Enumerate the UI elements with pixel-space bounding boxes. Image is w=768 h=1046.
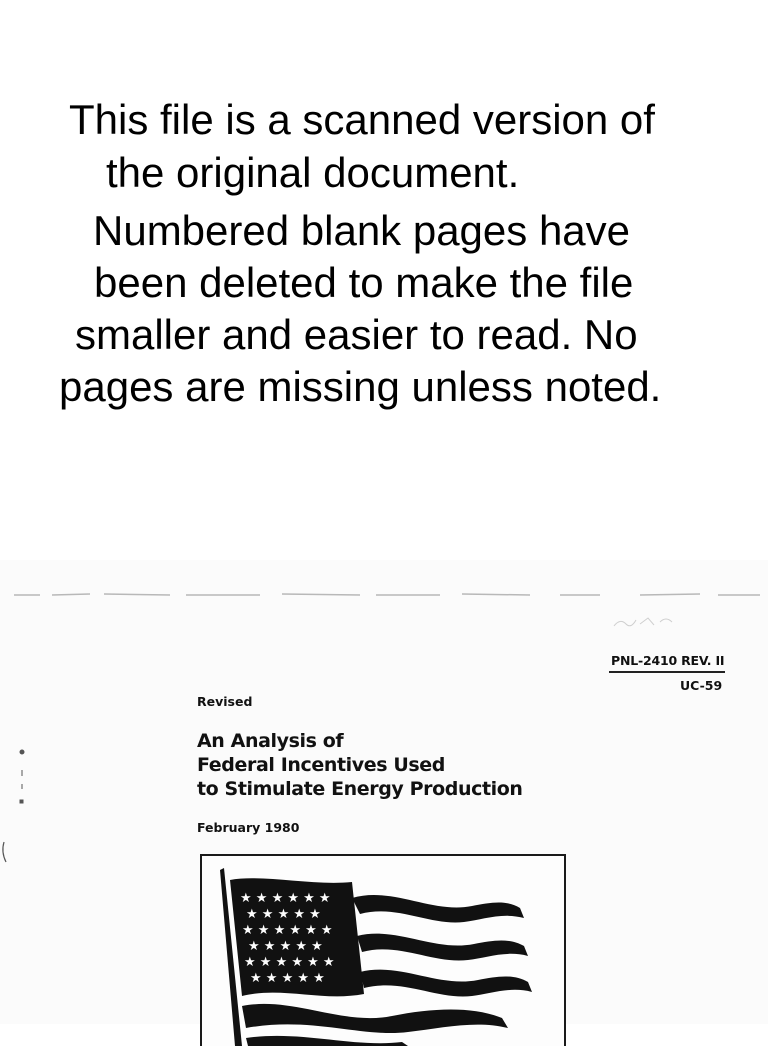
scan-edge-marks	[0, 592, 768, 598]
report-title-line: to Stimulate Energy Production	[197, 778, 523, 800]
report-date: February 1980	[197, 820, 300, 835]
report-number-rule	[609, 671, 725, 673]
report-title-line: An Analysis of	[197, 730, 344, 752]
svg-text:★ ★ ★ ★ ★: ★ ★ ★ ★ ★	[246, 907, 321, 922]
notice-line: pages are missing unless noted.	[59, 363, 662, 410]
notice-line: This file is a scanned version of	[69, 96, 655, 143]
notice-line: the original document.	[106, 149, 520, 196]
scanned-cover-page	[0, 560, 768, 1024]
margin-marks	[0, 740, 30, 870]
svg-text:★ ★ ★ ★ ★ ★: ★ ★ ★ ★ ★ ★	[242, 923, 333, 938]
notice-line: been deleted to make the file	[94, 259, 634, 306]
svg-text:★ ★ ★ ★ ★: ★ ★ ★ ★ ★	[250, 971, 325, 986]
scan-smudge	[610, 610, 680, 634]
category-code: UC-59	[680, 678, 723, 693]
american-flag-icon	[202, 856, 564, 1046]
flag-illustration-frame	[200, 854, 566, 1046]
report-title-line: Federal Incentives Used	[197, 754, 445, 776]
svg-text:★ ★ ★ ★ ★ ★: ★ ★ ★ ★ ★ ★	[240, 891, 331, 906]
notice-line: smaller and easier to read. No	[75, 311, 638, 358]
svg-text:★ ★ ★ ★ ★: ★ ★ ★ ★ ★	[248, 939, 323, 954]
revised-label: Revised	[197, 694, 253, 709]
svg-text:★ ★ ★ ★ ★ ★: ★ ★ ★ ★ ★ ★	[244, 955, 335, 970]
report-number: PNL-2410 REV. II	[611, 653, 725, 668]
notice-line: Numbered blank pages have	[93, 207, 631, 254]
